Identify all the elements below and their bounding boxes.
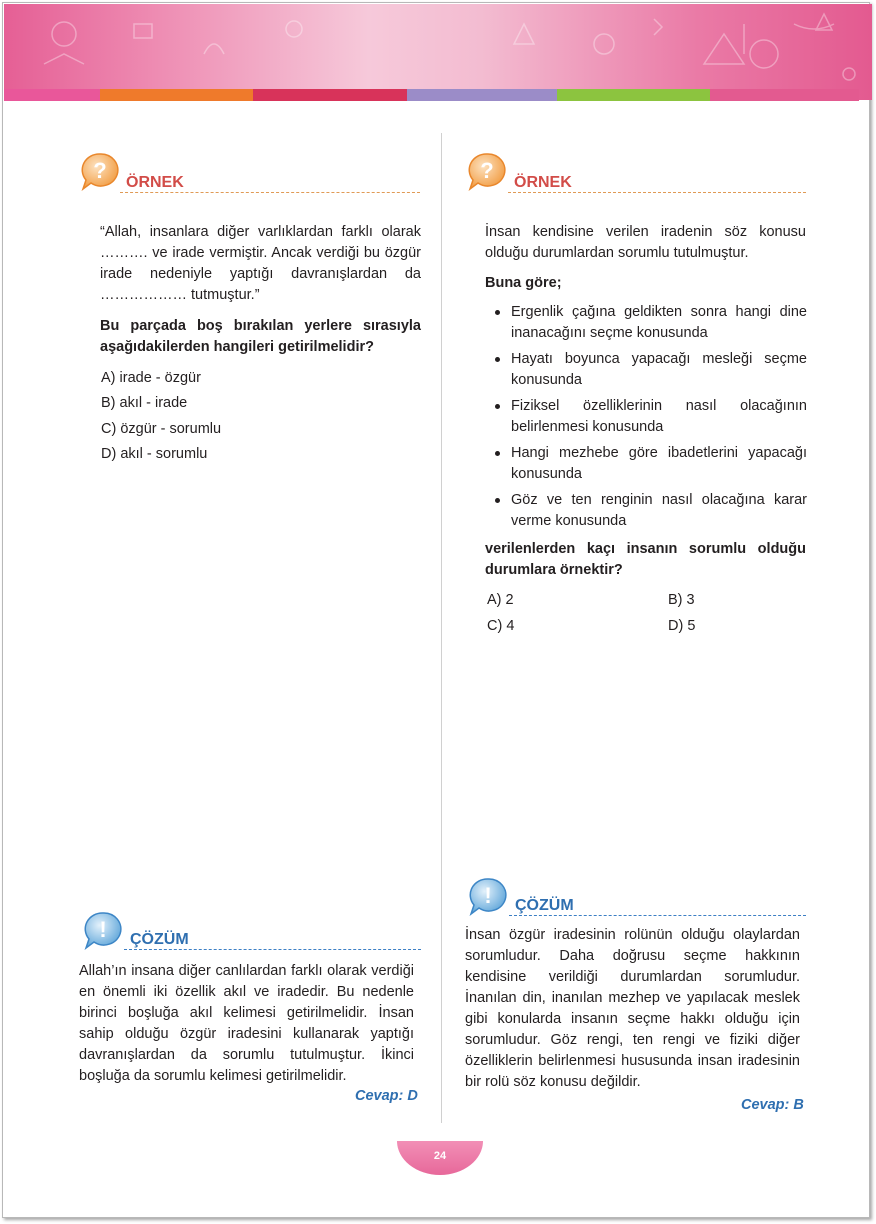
right-option-b[interactable]: B) 3 [668, 592, 695, 608]
right-option-d[interactable]: D) 5 [668, 618, 696, 634]
question-bubble-icon [79, 151, 121, 191]
right-solution-text: İnsan özgür iradesinin rolünün olduğu olaylardan sorumludur. Daha doğrusu seçme hakkının kendisine verildiği durumlardan sorumludur. İnanılan din, inanılan mezhep ve yapılacak meslek gibi konularda insanın seçme hakkı olduğu için sorumludur. Göz rengi, ten rengi ve fiziki diğer özelliklerin belirlenmesi hususunda insan iradesinin bir rolü söz konusu değildir. [465, 927, 800, 1090]
left-option-c[interactable]: C) özgür - sorumlu [101, 421, 222, 437]
question-bubble-icon [466, 151, 508, 191]
page-number: 24 [433, 1150, 447, 1162]
bullet-dot [495, 498, 500, 503]
left-option-a[interactable]: A) irade - özgür [101, 370, 201, 386]
left-question-prompt: Bu parçada boş bırakılan yerlere sırasıyla aşağıdakilerden hangileri getirilmelidir? [100, 318, 421, 355]
example-label: ÖRNEK [514, 174, 572, 191]
bullet-text: Hayatı boyunca yapacağı mesleği seçme konusunda [511, 351, 807, 388]
svg-text:?: ? [480, 158, 494, 183]
left-example-heading [122, 174, 184, 192]
right-answer: Cevap: B [741, 1097, 804, 1113]
column-divider [441, 133, 442, 1123]
right-example-heading [510, 174, 572, 192]
right-question-prompt: verilenlerden kaçı insanın sorumlu olduğu durumlara örnektir? [485, 541, 806, 578]
left-answer: Cevap: D [355, 1088, 418, 1104]
heading-rule [120, 192, 420, 193]
bullet-dot [495, 310, 500, 315]
list-item [485, 349, 807, 391]
bullet-text: Fiziksel özelliklerinin nasıl olacağının belirlenmesi konusunda [511, 398, 807, 435]
heading-rule [508, 192, 806, 193]
right-solution-heading [511, 897, 574, 915]
strip-segment [100, 89, 253, 101]
svg-text:!: ! [484, 883, 492, 908]
header-doodles [4, 4, 872, 100]
solution-label: ÇÖZÜM [515, 897, 574, 914]
header-banner [4, 4, 872, 100]
solution-label: ÇÖZÜM [130, 931, 189, 948]
left-question-text: “Allah, insanlara diğer varlıklardan farklı olarak ………. ve irade vermiştir. Ancak verdiği bu özgür irade nedeniyle yaptığı davranışlardan da ……………… tutmuştur.” [100, 224, 421, 303]
right-bullet-list [485, 302, 807, 537]
strip-segment [4, 89, 100, 101]
exclamation-bubble-icon [467, 876, 509, 916]
right-option-a[interactable]: A) 2 [487, 592, 514, 608]
right-option-c[interactable]: C) 4 [487, 618, 515, 634]
list-item [485, 443, 807, 485]
strip-segment [710, 89, 859, 101]
list-item [485, 396, 807, 438]
right-intro-text: İnsan kendisine verilen iradenin söz konusu olduğu durumlardan sorumlu tutulmuştur. [485, 224, 806, 261]
strip-segment [557, 89, 710, 101]
bullet-dot [495, 357, 500, 362]
exclamation-bubble-icon [82, 910, 124, 950]
left-solution-heading [126, 931, 189, 949]
heading-rule [509, 915, 806, 916]
bullet-dot [495, 451, 500, 456]
left-solution-text: Allah’ın insana diğer canlılardan farklı olarak verdiği en önemli iki özellik akıl ve iradedir. Bu nedenle birinci boşluğa akıl kelimesi getirilmelidir. İnsan sahip olduğu özgür iradesini kullanarak yaptığı davranışlardan da sorumlu tutulmuştur. İkinci boşluğa da sorumlu kelimesi getirilmelidir. [79, 963, 414, 1084]
list-item [485, 490, 807, 532]
left-option-d[interactable]: D) akıl - sorumlu [101, 446, 208, 462]
color-strip [4, 89, 859, 101]
bullet-text: Ergenlik çağına geldikten sonra hangi dine inanacağını seçme konusunda [511, 304, 807, 341]
strip-segment [253, 89, 407, 101]
right-lead: Buna göre; [485, 275, 562, 291]
list-item [485, 302, 807, 344]
bullet-dot [495, 404, 500, 409]
strip-segment [407, 89, 557, 101]
heading-rule [124, 949, 421, 950]
left-option-b[interactable]: B) akıl - irade [101, 395, 188, 411]
bullet-text: Hangi mezhebe göre ibadetlerini yapacağı konusunda [511, 445, 807, 482]
example-label: ÖRNEK [126, 174, 184, 191]
bullet-text: Göz ve ten renginin nasıl olacağına karar verme konusunda [511, 492, 807, 529]
svg-text:?: ? [93, 158, 107, 183]
svg-text:!: ! [99, 917, 107, 942]
